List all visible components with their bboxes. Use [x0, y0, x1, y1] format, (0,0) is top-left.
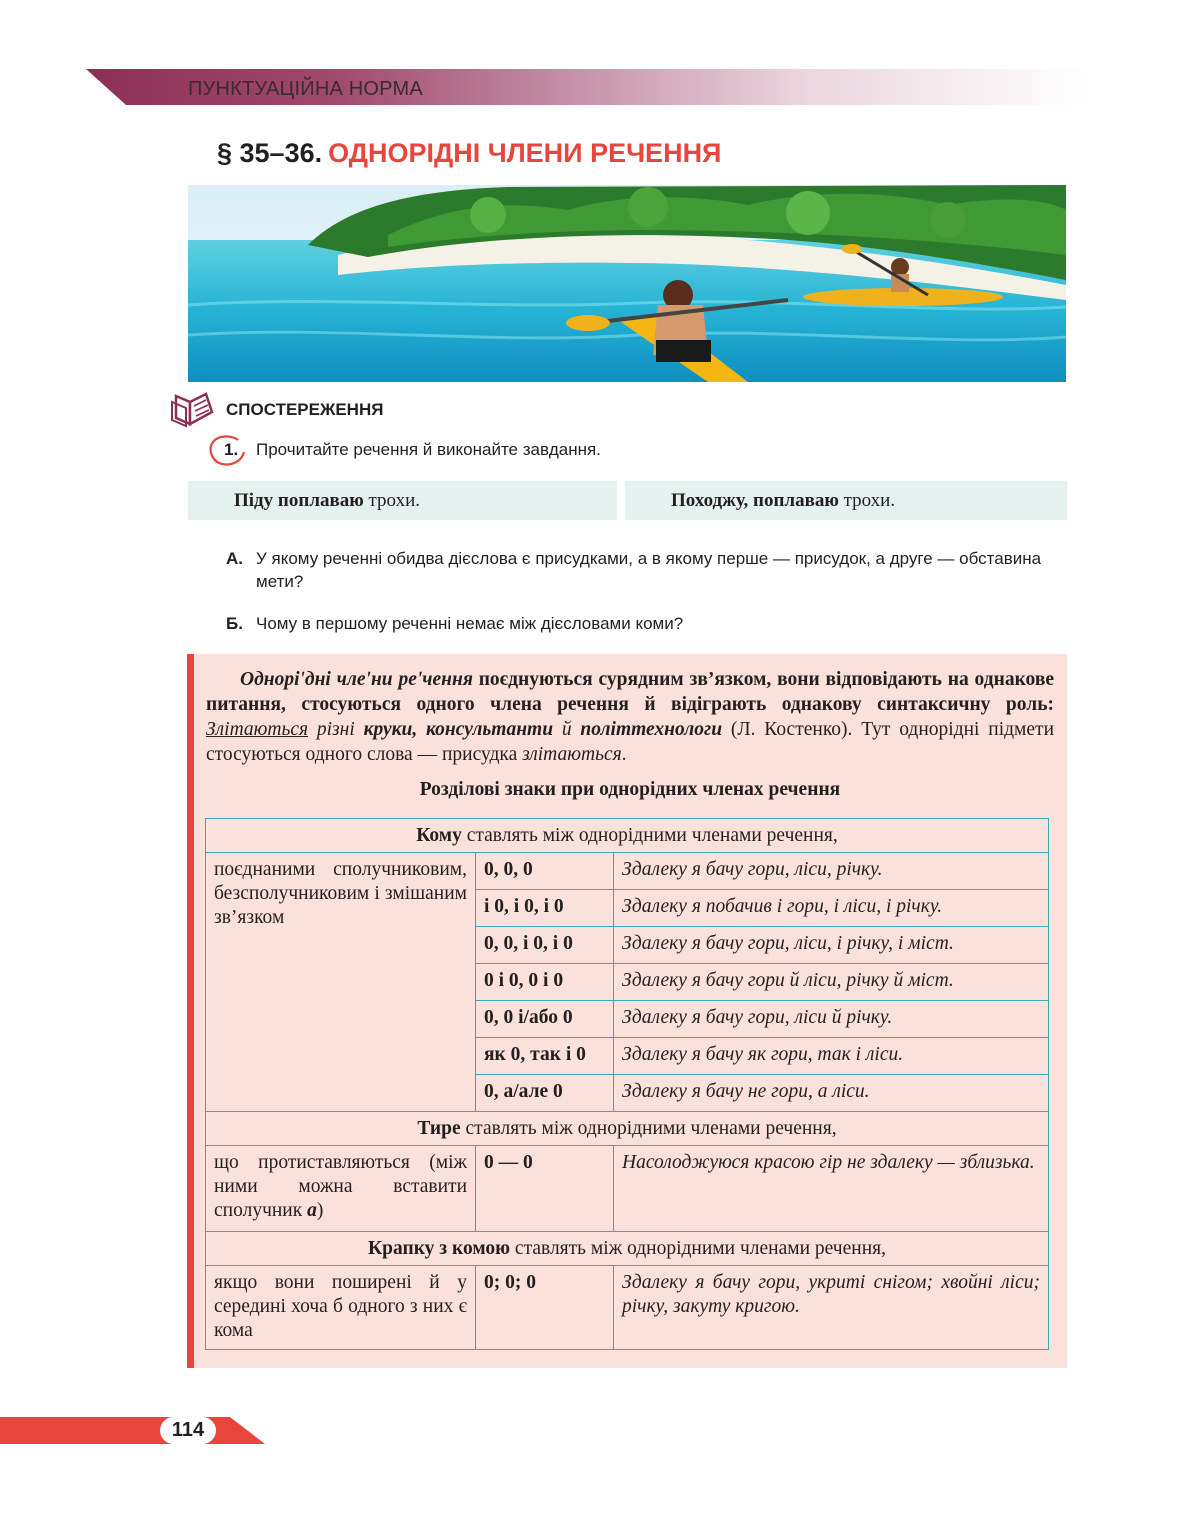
rule-example-end: злітаються [522, 744, 622, 765]
semicolon-header [206, 1232, 1049, 1266]
sentence-2-bold: Походжу, поплаваю [671, 490, 839, 511]
observation-label: СПОСТЕРЕЖЕННЯ [226, 400, 384, 419]
sentence-box-1 [188, 481, 617, 520]
semicolon-scheme: 0; 0; 0 [476, 1266, 614, 1350]
comma-example-2: Здалеку я побачив і гори, і ліси, і річку. [614, 890, 1049, 927]
semicolon-header-rest: ставлять між однорідними членами речення, [510, 1238, 886, 1259]
rule-def: поєднуються сурядним зв’язком, вони відповідають на однакове питання, стосуються одного члена речення й відіграють однакову синтаксичну роль: [206, 669, 1055, 715]
comma-scheme-7: 0, а/але 0 [476, 1075, 614, 1112]
rule-example-dot: . [621, 744, 627, 765]
task-number: 1. [224, 440, 239, 459]
page-number: 114 [160, 1417, 216, 1444]
semicolon-description: якщо вони поширені й у середині хоча б одного з них є кома [206, 1266, 476, 1350]
dash-description [206, 1146, 476, 1232]
kayak-beach-illustration [188, 185, 1066, 382]
comma-scheme-6: як 0, так і 0 [476, 1038, 614, 1075]
section-header: ПУНКТУАЦІЙНА НОРМА [188, 78, 423, 100]
rule-example-subj1: круки [363, 719, 413, 740]
question-b-text: Чому в першому реченні немає між дієсловами коми? [256, 614, 684, 633]
rule-example-comma: , [412, 719, 427, 740]
comma-example-5: Здалеку я бачу гори, ліси й річку. [614, 1001, 1049, 1038]
comma-example-4: Здалеку я бачу гори й ліси, річку й міст. [614, 964, 1049, 1001]
comma-scheme-4: 0 і 0, 0 і 0 [476, 964, 614, 1001]
comma-example-6: Здалеку я бачу як гори, так і ліси. [614, 1038, 1049, 1075]
rule-example-and: й [553, 719, 581, 740]
comma-scheme-2: і 0, і 0, і 0 [476, 890, 614, 927]
question-a-text: У якому реченні обидва дієслова є присудками, а в якому перше — присудок, а друге — обставина мети? [256, 549, 1042, 591]
question-a-letter: А. [226, 549, 243, 568]
task-instruction: Прочитайте речення й виконайте завдання. [256, 440, 601, 459]
rule-example-mid: різні [308, 719, 364, 740]
sentence-box-2 [625, 481, 1067, 520]
comma-scheme-5: 0, 0 і/або 0 [476, 1001, 614, 1038]
semicolon-example: Здалеку я бачу гори, укриті снігом; хвойні ліси; річку, закуту кригою. [614, 1266, 1049, 1350]
punctuation-table [205, 818, 1049, 1350]
rule-term: Одноріʹдні члеʹни реʹчення [240, 669, 473, 690]
comma-scheme-1: 0, 0, 0 [476, 853, 614, 890]
comma-example-3: Здалеку я бачу гори, ліси, і річку, і міст. [614, 927, 1049, 964]
comma-header-rest: ставлять між однорідними членами речення, [461, 825, 838, 846]
rule-example-subj2: консультанти [426, 719, 554, 740]
comma-header-bold: Кому [416, 825, 462, 846]
rule-example-author: (Л. Костенко). Тут однорідні підмети стосуються одного слова — присудка [206, 719, 1055, 765]
dash-header-rest: ставлять між однорідними членами речення, [460, 1118, 837, 1139]
dash-example: Насолоджуюся красою гір не здалеку — зблизька. [614, 1146, 1049, 1232]
dash-description-close: ) [316, 1200, 324, 1221]
comma-header [206, 819, 1049, 853]
paragraph-number: § 35–36. [217, 138, 323, 168]
dash-scheme: 0 — 0 [476, 1146, 614, 1232]
task-number-badge [208, 434, 246, 466]
open-book-icon [168, 388, 216, 428]
rule-definition [206, 667, 1054, 767]
semicolon-header-bold: Крапку з комою [368, 1238, 511, 1259]
sentence-1-bold: Піду поплаваю [234, 490, 364, 511]
rule-example-subj3: політтехнологи [580, 719, 723, 740]
dash-description-conj: а [307, 1200, 317, 1221]
dash-header-bold: Тире [417, 1118, 461, 1139]
page-number-band [0, 1417, 265, 1444]
dash-description-text: що протиставляються (між ними можна вставити сполучник [214, 1152, 467, 1221]
question-b-letter: Б. [226, 614, 243, 633]
rule-example-predicate: Злітаються [206, 719, 309, 740]
comma-example-1: Здалеку я бачу гори, ліси, річку. [614, 853, 1049, 890]
sentence-2-rest: трохи. [838, 490, 896, 511]
paragraph-heading: ОДНОРІДНІ ЧЛЕНИ РЕЧЕННЯ [328, 138, 722, 168]
table-title: Розділові знаки при однорідних членах речення [419, 779, 841, 800]
comma-description: поєднаними сполучниковим, безсполучниковим і змішаним зв’язком [206, 853, 476, 1112]
paragraph-title [217, 138, 721, 169]
comma-scheme-3: 0, 0, і 0, і 0 [476, 927, 614, 964]
sentence-1-rest: трохи. [363, 490, 420, 511]
comma-example-7: Здалеку я бачу не гори, а ліси. [614, 1075, 1049, 1112]
dash-header [206, 1112, 1049, 1146]
